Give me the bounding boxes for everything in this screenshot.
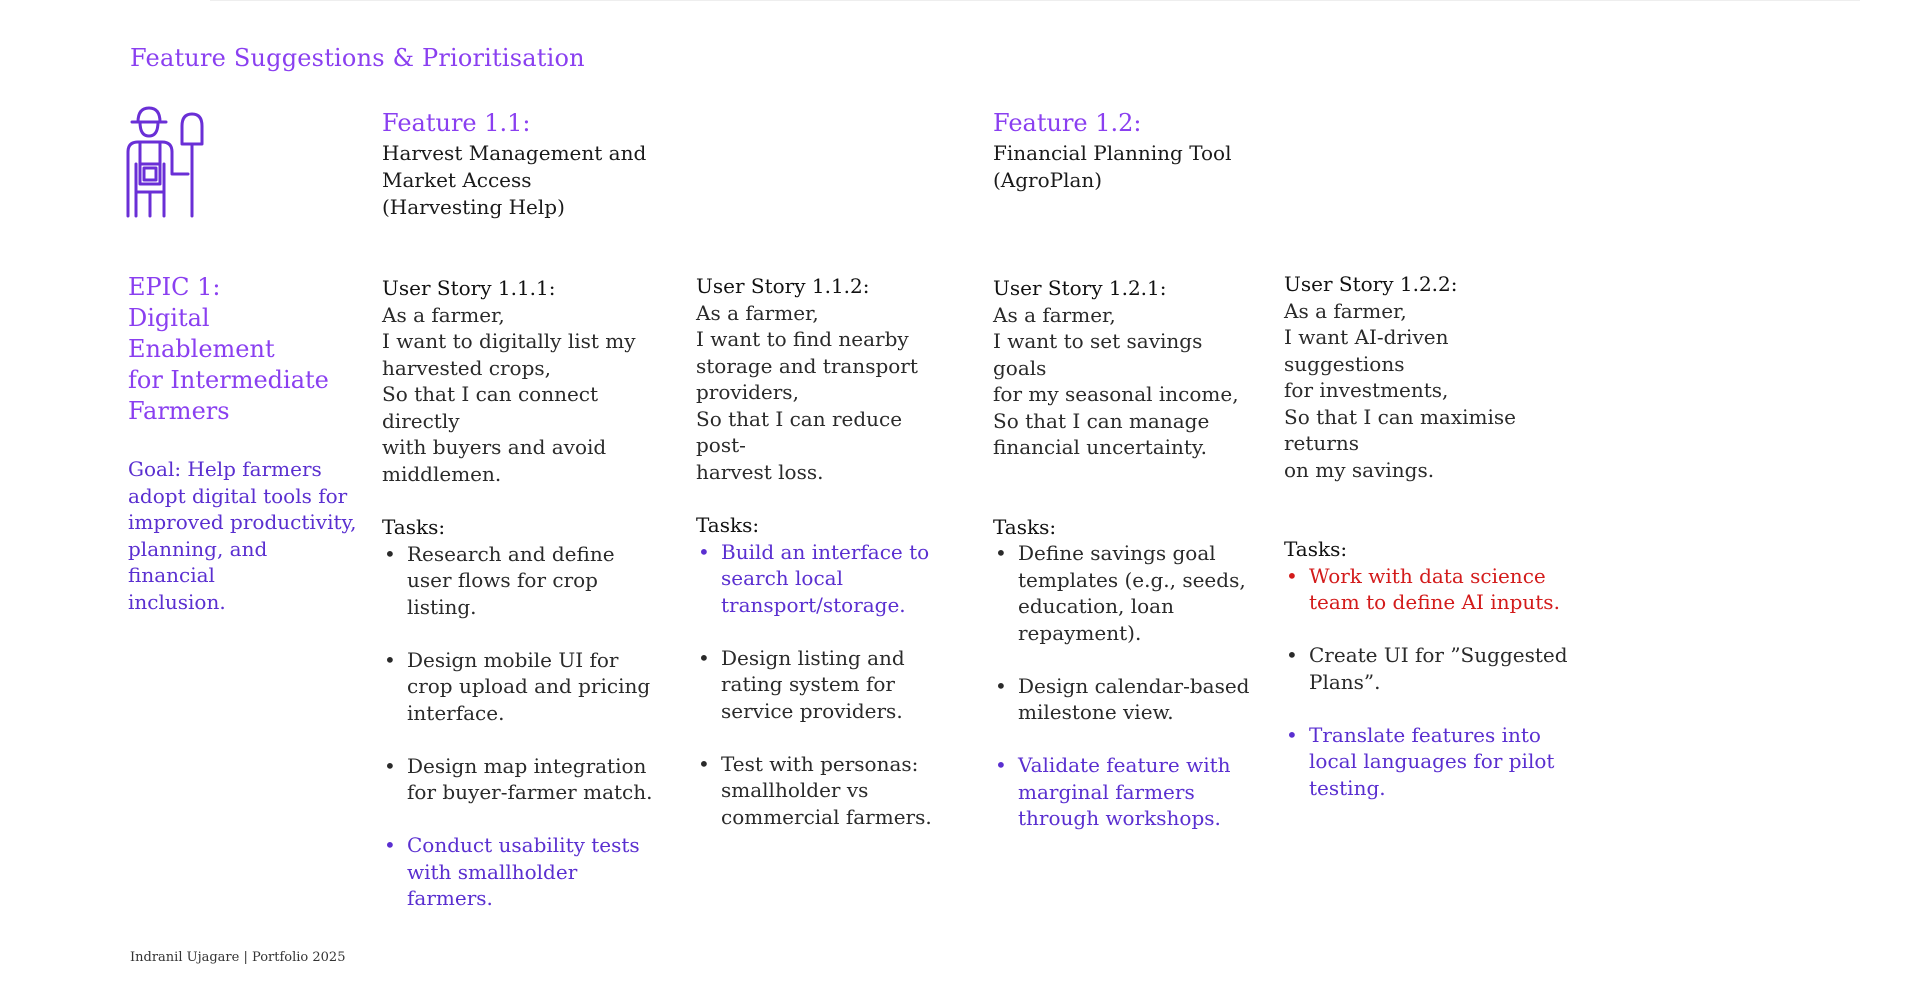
epic-block xyxy=(128,272,360,615)
task-item: • Conduct usability tests with smallholder farmers. xyxy=(382,832,662,912)
task-item: • Design calendar-based milestone view. xyxy=(993,673,1258,726)
feature-title: Financial Planning Tool (AgroPlan) xyxy=(993,141,1232,192)
task-item: • Translate features into local languages for pilot testing. xyxy=(1284,722,1574,802)
story-title: User Story 1.1.1: xyxy=(382,276,556,300)
task-item: • Design mobile UI for crop upload and pricing interface. xyxy=(382,647,662,727)
tasks-label: Tasks: xyxy=(1284,537,1348,561)
task-item: • Create UI for ”Suggested Plans”. xyxy=(1284,642,1574,695)
task-item: • Validate feature with marginal farmers through workshops. xyxy=(993,752,1258,832)
story-text: As a farmer, I want to find nearby storage and transport providers, So that I can reduce post- harvest loss. xyxy=(696,300,918,484)
task-item: • Design map integration for buyer-farmer match. xyxy=(382,753,662,806)
epic-title: EPIC 1: Digital Enablement for Intermediate Farmers xyxy=(128,273,329,425)
farmer-with-shovel-icon xyxy=(126,104,228,224)
task-list xyxy=(993,540,1258,832)
story-text: As a farmer, I want AI-driven suggestions for investments, So that I can maximise returns on my savings. xyxy=(1284,298,1516,482)
feature-label: Feature 1.2: xyxy=(993,109,1142,137)
story-title: User Story 1.2.1: xyxy=(993,276,1167,300)
footer: Indranil Ujagare | Portfolio 2025 xyxy=(130,950,346,965)
story-title: User Story 1.2.2: xyxy=(1284,272,1458,296)
feature-label: Feature 1.1: xyxy=(382,109,531,137)
user-story-1-1-1 xyxy=(382,275,662,938)
story-text: As a farmer, I want to set savings goals for my seasonal income, So that I can manage financial uncertainty. xyxy=(993,302,1239,459)
tasks-label: Tasks: xyxy=(696,513,760,537)
user-story-1-2-2 xyxy=(1284,271,1574,828)
story-text: As a farmer, I want to digitally list my harvested crops, So that I can connect directly with buyers and avoid middlemen. xyxy=(382,302,636,486)
tasks-label: Tasks: xyxy=(993,514,1057,539)
epic-goal: Goal: Help farmers adopt digital tools for improved productivity, planning, and financial inclusion. xyxy=(128,457,357,614)
task-list xyxy=(696,539,956,831)
task-list xyxy=(382,541,662,912)
task-item: • Work with data science team to define AI inputs. xyxy=(1284,563,1574,616)
task-item: • Define savings goal templates (e.g., seeds, education, loan repayment). xyxy=(993,540,1258,646)
tasks-label: Tasks: xyxy=(382,515,446,539)
feature-1-1-header xyxy=(382,106,722,221)
story-title: User Story 1.1.2: xyxy=(696,274,870,298)
page-title: Feature Suggestions & Prioritisation xyxy=(130,44,585,72)
feature-title: Harvest Management and Market Access (Harvesting Help) xyxy=(382,141,647,219)
feature-1-2-header xyxy=(993,106,1333,194)
user-story-1-2-1 xyxy=(993,275,1258,858)
task-item: • Test with personas: smallholder vs commercial farmers. xyxy=(696,751,956,831)
task-list xyxy=(1284,563,1574,802)
task-item: • Research and define user flows for crop listing. xyxy=(382,541,662,621)
task-item: • Design listing and rating system for service providers. xyxy=(696,645,956,725)
task-item: • Build an interface to search local transport/storage. xyxy=(696,539,956,619)
user-story-1-1-2 xyxy=(696,273,956,857)
top-divider xyxy=(210,0,1860,1)
